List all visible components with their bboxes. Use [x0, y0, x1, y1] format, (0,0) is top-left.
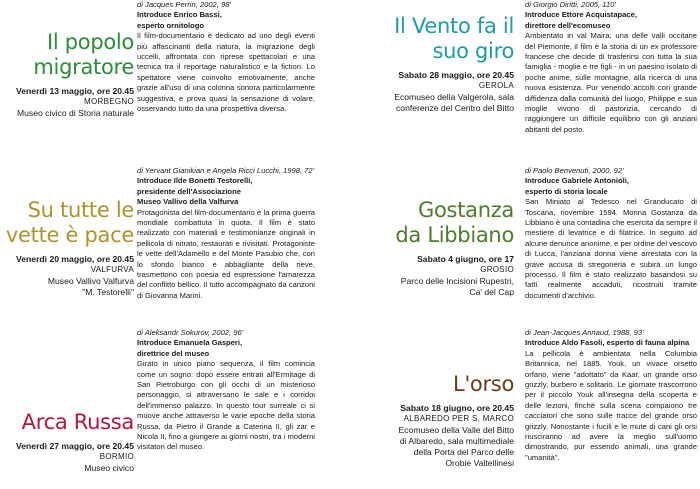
film-title: Arca Russa: [21, 410, 134, 434]
screening-date: Sabato 18 giugno, ore 20.45: [400, 403, 514, 413]
screening-date: Venerdì 27 maggio, ore 20.45: [16, 441, 134, 451]
film-credit: di Yervant Gianikian e Angela Ricci Lucchi, 1998, 72': [137, 166, 315, 175]
film-credit: di Jean-Jacques Annaud, 1988, 93': [525, 328, 644, 337]
film-introducer: Introduce Aldo Fasoli, esperto di fauna alpina: [525, 338, 690, 348]
film-introducer: Introduce Ilde Bonetti Testorelli, presidente dell'Associazione Museo Vallivo della Valfurva: [137, 176, 253, 207]
film-title: Gostanza da Libbiano: [395, 198, 514, 247]
screening-venue: Museo civico: [84, 462, 134, 473]
film-introducer: Introduce Emanuela Gasperi, direttrice del museo: [137, 338, 243, 358]
screening-venue: Parco delle Incisioni Rupestri, Ca' del Cap: [400, 275, 514, 297]
film-title: Su tutte le vette è pace: [5, 198, 134, 247]
screening-venue: Museo Vallivo Valfurva "M. Testorelli": [47, 275, 134, 297]
film-title: L'orso: [453, 372, 514, 396]
film-heading-il-popolo-migratore: [0, 30, 134, 119]
film-credit: di Paolo Benvenuti, 2000, 92': [525, 166, 624, 175]
film-heading-gostanza-da-libbiano: [380, 198, 514, 298]
screening-venue: Museo civico di Storia naturale: [16, 107, 134, 118]
film-synopsis: Il film-documentario è dedicato ad uno degli eventi più affascinanti della natura, la migrazione degli uccelli, affrontata con riprese spettacolari e una tecnica tra il reportage naturalistico e la fiction. Lo spettatore viene coinvolto emotivamente, anche grazie all'uso di una colonna sonora particolarmente suggestiva, e prova quasi la sensazione di volare, osservando tutto da una prospettiva diversa.: [137, 31, 315, 114]
screening-venue: Ecomuseo della Valgerola, sala conferenze del Centro del Bitto: [394, 91, 514, 113]
film-credit: di Jacques Perrin, 2002, 98': [137, 0, 231, 9]
film-synopsis: San Miniato al Tedesco nel Granducato di Toscana, novembre 1594. Monna Gostanza da Libbiano è una contadina che esercita da sempre il mestiere di levatrice e di filatrice. In seguito ad alcune denunce anonime, e per ordine del vescovo di Lucca, l'anziana donna viene arrestata con la grave accusa di stregoneria e subirà un lungo processo. Il film è stato realizzato basandosi su fatti realmente accaduti, ricostruiti tramite documenti d'archivio.: [525, 197, 697, 300]
film-title: Il Vento fa il suo giro: [394, 14, 514, 63]
film-synopsis: La pellicola è ambientata nella Columbia Britannica, nel 1885. Youk, un vivace orsetto orfano, viene "adottato" da Kaar, un grande orso grizzly, burbero e solitario. Le giornate trascorrono per il piccolo Youk all'insegna della scoperta e delle lezioni, finché sulla scena compaiono tre cacciatori che sono sulle tracce del grande orso grizzly. Nonostante i fucili e le mute di cani gli orsi riusciranno ad avere la meglio sull'uomo dimostrando, pur essendo animali, una grande "umanità".: [525, 348, 697, 462]
screening-town: MORBEGNO: [84, 97, 134, 106]
film-heading-arca-russa: [0, 410, 134, 474]
screening-venue: Ecomuseo della Valle del Bitto di Albaredo, sala multimediale della Porta del Parco delle Orobie Valtellinesi: [398, 424, 514, 468]
film-description-block: [137, 166, 315, 301]
film-introducer: Introduce Ettore Acquistapace, direttore dell'ecomuseo: [525, 10, 637, 30]
screening-date: Venerdì 13 maggio, ore 20.45: [16, 86, 134, 96]
film-introducer: Introduce Enrico Bassi, esperto ornitologo: [137, 10, 222, 30]
screening-town: VALFURVA: [90, 265, 134, 274]
screening-date: Venerdì 20 maggio, ore 20.45: [16, 254, 134, 264]
screening-town: ALBAREDO PER S. MARCO: [403, 414, 514, 423]
screening-date: Sabato 28 maggio, ore 20.45: [398, 70, 514, 80]
film-synopsis: Protagonista del film-documentario è la prima guerra mondiale combattuta in quota. Il film è stato realizzato con materiali e testimonianze originali in pellicola di nitrato, restaurati e rivisitati. Protagoniste le vette dell'Adamello e del Monte Pasubio che, con lo sfondo bianco e abbagliante della neve, trasmettono con poesia ed espressione l'amarezza del conflitto bellico. Il tutto accompagnato da canzoni di Giovanna Marini.: [137, 207, 315, 300]
film-description-block: [525, 328, 697, 463]
film-credit: di Aleksandr Sokurov, 2002, 96': [137, 328, 244, 337]
film-description-block: [525, 0, 697, 135]
screening-town: GROSIO: [480, 265, 514, 274]
film-heading-l-orso: [380, 372, 514, 469]
film-heading-il-vento-fa-il-suo-giro: [380, 14, 514, 114]
film-row-2: [0, 166, 700, 327]
film-title: Il popolo migratore: [33, 30, 134, 79]
film-introducer: Introduce Gabriele Antonioli, esperto di storia locale: [525, 176, 629, 196]
film-description-block: [525, 166, 697, 301]
film-synopsis: Girato in unico piano sequenza, il film comincia come un sogno: dopo essere entrati all'Ermitage di San Pietroburgo con gli occhi di un misterioso personaggio, si attraversano le sale e i corridoi dell'immenso palazzo. In questo tour surreale ci si muove anche attraverso le varie epoche della storia Russa, da Pietro il Grande a Caterina II, gli zar e Nicola II, fino a giungere ai giorni nostri, tra i moderni visitatori del museo.: [137, 359, 315, 452]
film-synopsis: Ambientato in val Maira, una delle valli occitane del Piemonte, il film è la storia di un ex professore francese che decide di trasferirsi con tutta la sua famiglia - moglie e tre figli - in un paesino isolato di poche anime, sulle montagne, alla ricerca di una nuova esistenza. Pur venendo accolti con grande diffidenza dalla comunità del luogo, Philippe e sua moglie vivono di pastorizia, cercando di raggiungere un difficile equilibrio con gli anziani abitanti del posto.: [525, 31, 697, 134]
film-credit: di Giorgio Diritti, 2005, 110': [525, 0, 616, 9]
screening-town: GEROLA: [478, 81, 514, 90]
film-description-block: [137, 328, 315, 453]
film-description-block: [137, 0, 315, 114]
screening-town: BORMIO: [99, 452, 134, 461]
screening-date: Sabato 4 giugno, ore 17: [417, 254, 514, 264]
film-row-3: [0, 328, 700, 489]
film-row-1: [0, 0, 700, 161]
film-heading-su-tutte-le-vette-e-pace: [0, 198, 134, 298]
